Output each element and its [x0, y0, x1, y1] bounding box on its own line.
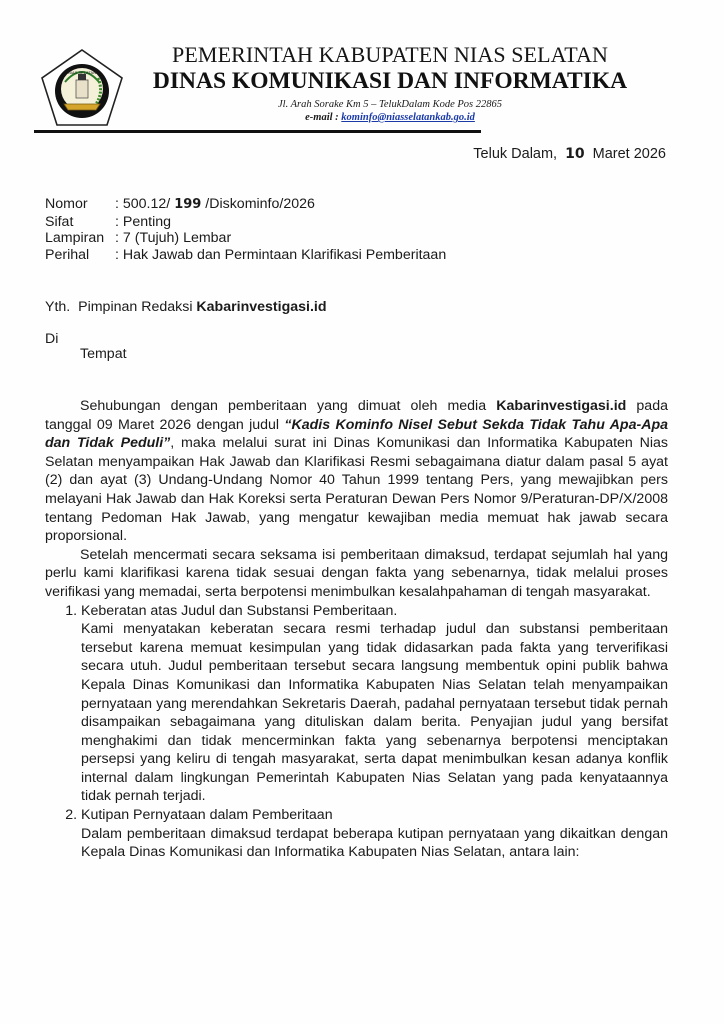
sifat-value: : Penting	[115, 213, 172, 230]
agency-name: DINAS KOMUNIKASI DAN INFORMATIKA	[152, 68, 628, 94]
lampiran-value: : 7 (Tujuh) Lembar	[115, 230, 232, 246]
list-item-text: Dalam pemberitaan dimaksud terdapat beberapa kutipan pernyataan yang dikaitkan dengan Kepala Dinas Komunikasi dan Informatika Kabupaten Nias Selatan, antara lain:	[81, 825, 668, 861]
svg-text:NIAS SELATAN: NIAS SELATAN	[67, 70, 97, 75]
email-link[interactable]: kominfo@niasselatankab.go.id	[341, 112, 475, 123]
meta-lampiran	[45, 230, 446, 247]
article-title: “Kadis Kominfo Nisel Sebut Sekda Tidak Tahu Apa-Apa dan Tidak Peduli”	[45, 416, 668, 452]
agency-email-line	[140, 111, 640, 124]
perihal-value: : Hak Jawab dan Permintaan Klarifikasi Pemberitaan	[115, 246, 447, 263]
list-item-text: Kami menyatakan keberatan secara resmi terhadap judul dan substansi pemberitaan tersebut karena memuat kesimpulan yang tidak didasarkan pada fakta yang terverifikasi secara utuh. Judul pemberitaan tersebut secara langsung membentuk opini publik bahwa Kepala Dinas Komunikasi dan Informatika Kabupaten Nias Selatan telah menyampaikan pernyataan yang merendahkan Sekretaris Daerah, padahal pernyataan tersebut tidak pernah disampaikan sebagaimana yang dituliskan dalam berita. Penyajian judul yang bersifat menghakimi dan tidak mencerminkan fakta yang sebenarnya berpotensi menciptakan persepsi yang keliru di tengah masyarakat, serta dapat menimbulkan kesan adanya konflik internal dalam lingkungan Pemerintah Kabupaten Nias Selatan yang pada kenyataannya tidak pernah terjadi.	[81, 621, 668, 805]
list-item	[81, 806, 668, 862]
perihal-label: Perihal	[45, 246, 90, 263]
email-label: e-mail :	[305, 112, 342, 123]
recipient-tempat: Tempat	[80, 346, 127, 362]
nomor-label: Nomor	[45, 196, 88, 212]
meta-perihal	[45, 247, 446, 264]
letter-date	[473, 146, 666, 162]
nomor-value: : 500.12/ 199 /Diskominfo/2026	[115, 196, 315, 212]
letter-body	[45, 397, 668, 862]
paragraph-1: Sehubungan dengan pemberitaan yang dimuat oleh media Kabarinvestigasi.id pada tanggal 09 Maret 2026 dengan judul “Kadis Kominfo Nisel Sebut Sekda Tidak Tahu Apa-Apa dan Tidak Peduli”, maka melalui surat ini Dinas Komunikasi dan Informatika Kabupaten Nias Selatan menyampaikan Hak Jawab dan Klarifikasi Resmi sebagaimana diatur dalam pasal 5 ayat (2) dan ayat (3) Undang-Undang Nomor 40 Tahun 1999 tentang Pers, yang mewajibkan pers melayani Hak Jawab dan Hak Koreksi serta Peraturan Dewan Pers Nomor 9/Peraturan-DP/X/2008 tentang Pedoman Hak Jawab, yang mengatur kewajiban media memuat hak jawab secara proporsional.	[45, 398, 668, 545]
list-item	[81, 602, 668, 807]
date-month-year: Maret 2026	[592, 146, 666, 162]
list-item-title: 2. Kutipan Pernyataan dalam Pemberitaan	[81, 807, 333, 824]
sifat-label: Sifat	[45, 213, 74, 230]
recipient-line: Yth. Pimpinan Redaksi Kabarinvestigasi.id	[45, 299, 327, 315]
clarification-list	[45, 602, 668, 862]
letter-meta	[45, 196, 446, 263]
letterhead	[140, 42, 640, 124]
date-place: Teluk Dalam,	[473, 146, 558, 162]
lampiran-label: Lampiran	[45, 230, 105, 246]
government-name: PEMERINTAH KABUPATEN NIAS SELATAN	[172, 42, 608, 67]
date-day-handwritten: 10	[565, 146, 585, 162]
letterhead-divider-full	[34, 130, 481, 133]
paragraph-2: Setelah mencermati secara seksama isi pemberitaan dimaksud, terdapat sejumlah hal yang perlu kami klarifikasi karena tidak sesuai dengan fakta yang sebenarnya, tidak melalui proses verifikasi yang memadai, serta berpotensi menimbulkan kesalahpahaman di tengah masyarakat.	[45, 546, 668, 600]
recipient-name: Kabarinvestigasi.id	[196, 299, 327, 315]
list-item-title: 1. Keberatan atas Judul dan Substansi Pemberitaan.	[81, 602, 398, 619]
regency-emblem-icon	[40, 48, 124, 128]
agency-address: Jl. Arah Sorake Km 5 – TelukDalam Kode Pos 22865	[278, 99, 502, 110]
meta-nomor	[45, 196, 446, 214]
recipient-di: Di	[45, 331, 59, 347]
meta-sifat	[45, 214, 446, 231]
nomor-handwritten: 199	[174, 197, 202, 212]
